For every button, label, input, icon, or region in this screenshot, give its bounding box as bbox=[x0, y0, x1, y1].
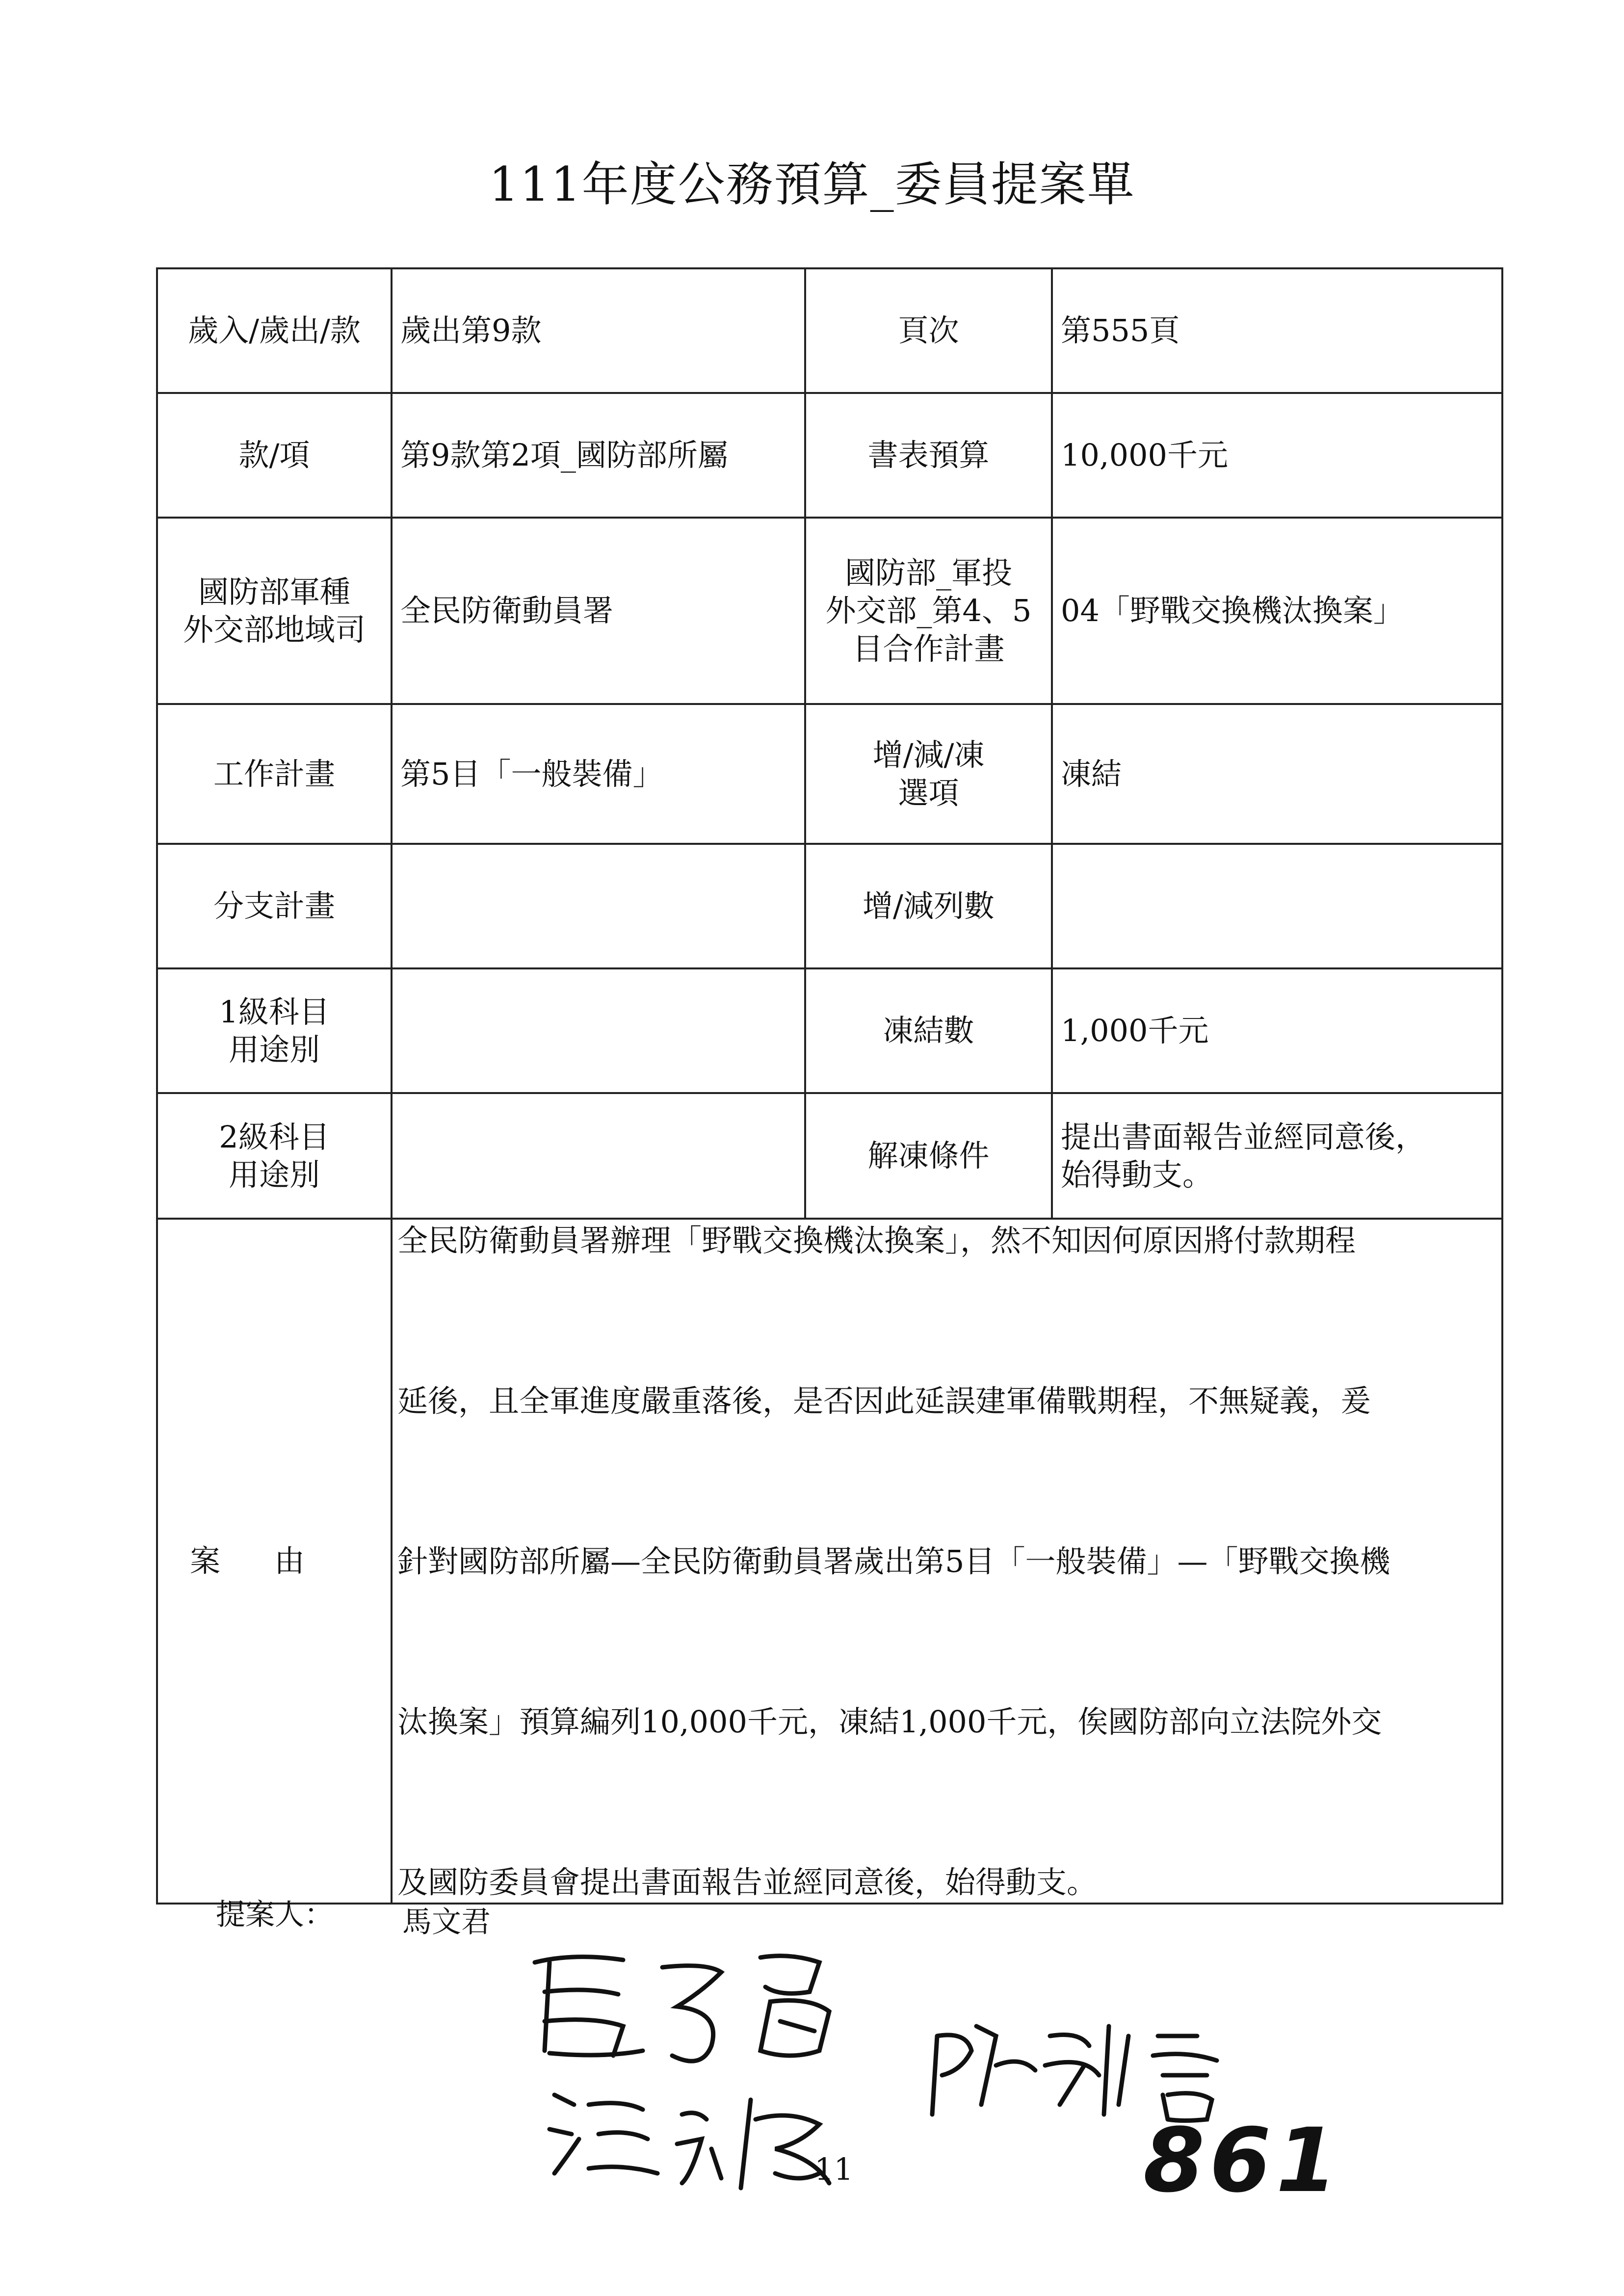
field-value bbox=[392, 1093, 805, 1219]
form-row bbox=[157, 518, 1502, 704]
field-value bbox=[392, 968, 805, 1093]
field-label: 解凍條件 bbox=[805, 1093, 1052, 1219]
reason-line: 延後，且全軍進度嚴重落後，是否因此延誤建軍備戰期程，不無疑義，爰 bbox=[397, 1383, 1371, 1419]
field-value: 04「野戰交換機汰換案」 bbox=[1052, 518, 1502, 704]
reason-line-spacer bbox=[397, 1582, 1496, 1703]
field-label bbox=[157, 1093, 392, 1219]
reason-label-text: 案由 bbox=[189, 1543, 359, 1579]
signature-1 bbox=[515, 1933, 859, 2080]
proposer-name: 馬文君 bbox=[402, 1905, 491, 1939]
field-value: 全民防衛動員署 bbox=[392, 518, 805, 704]
field-value bbox=[392, 844, 805, 968]
reason-line: 及國防委員會提出書面報告並經同意後，始得動支。 bbox=[397, 1864, 1098, 1900]
field-label bbox=[805, 704, 1052, 844]
field-value: 1,000千元 bbox=[1052, 968, 1502, 1093]
reason-line-spacer bbox=[397, 1421, 1496, 1542]
field-value: 第5目「一般裝備」 bbox=[392, 704, 805, 844]
proposer-label: 提案人： bbox=[216, 1898, 334, 1932]
field-label-line: 1級科目 bbox=[219, 993, 330, 1030]
reason-row bbox=[157, 1219, 1502, 1904]
reason-line: 全民防衛動員署辦理「野戰交換機汰換案」，然不知因何原因將付款期程 bbox=[397, 1223, 1356, 1258]
field-label-line: 外交部地域司 bbox=[183, 612, 366, 648]
form-row bbox=[157, 844, 1502, 968]
form-row bbox=[157, 268, 1502, 393]
field-label bbox=[157, 518, 392, 704]
field-value-line: 提出書面報告並經同意後， bbox=[1061, 1119, 1426, 1155]
field-value: 10,000千元 bbox=[1052, 393, 1502, 518]
field-label-line: 用途別 bbox=[228, 1032, 320, 1068]
field-label: 分支計畫 bbox=[157, 844, 392, 968]
signature-2 bbox=[545, 2075, 849, 2198]
field-value: 第555頁 bbox=[1052, 268, 1502, 393]
page-number: 11 bbox=[814, 2151, 853, 2187]
field-value-line: 始得動支。 bbox=[1061, 1157, 1213, 1193]
reason-label bbox=[157, 1219, 392, 1904]
handwritten-number: 861 bbox=[1143, 2110, 1342, 2212]
field-label-line: 2級科目 bbox=[219, 1119, 330, 1155]
field-label-line: 目合作計畫 bbox=[852, 630, 1005, 667]
field-label bbox=[157, 968, 392, 1093]
field-label: 款/項 bbox=[157, 393, 392, 518]
field-value: 第9款第2項_國防部所屬 bbox=[392, 393, 805, 518]
form-row bbox=[157, 968, 1502, 1093]
field-value bbox=[1052, 1093, 1502, 1219]
reason-line: 汰換案」預算編列10,000千元，凍結1,000千元，俟國防部向立法院外交 bbox=[397, 1704, 1382, 1740]
field-label-line: 選項 bbox=[898, 775, 959, 811]
field-label: 書表預算 bbox=[805, 393, 1052, 518]
signature-3 bbox=[922, 2007, 1276, 2124]
field-label bbox=[805, 518, 1052, 704]
form-row bbox=[157, 704, 1502, 844]
reason-line-spacer bbox=[397, 1261, 1496, 1382]
field-label: 歲入/歲出/款 bbox=[157, 268, 392, 393]
reason-line: 針對國防部所屬—全民防衛動員署歲出第5目「一般裝備」—「野戰交換機 bbox=[397, 1543, 1390, 1579]
field-label: 增/減列數 bbox=[805, 844, 1052, 968]
field-label-line: 國防部_軍投 bbox=[844, 554, 1012, 591]
field-label-line: 增/減/凍 bbox=[872, 737, 985, 773]
reason-text bbox=[392, 1219, 1502, 1904]
form-row bbox=[157, 393, 1502, 518]
form-row bbox=[157, 1093, 1502, 1219]
reason-line-spacer bbox=[397, 1742, 1496, 1863]
field-label-line: 外交部_第4、5 bbox=[825, 593, 1032, 629]
document-title: 111年度公務預算_委員提案單 bbox=[489, 157, 1135, 212]
field-value: 歲出第9款 bbox=[392, 268, 805, 393]
field-label-line: 用途別 bbox=[228, 1157, 320, 1193]
field-label: 凍結數 bbox=[805, 968, 1052, 1093]
proposal-form-table bbox=[156, 267, 1503, 1905]
field-value bbox=[1052, 844, 1502, 968]
field-label-line: 國防部軍種 bbox=[198, 574, 350, 610]
field-label: 工作計畫 bbox=[157, 704, 392, 844]
field-label: 頁次 bbox=[805, 268, 1052, 393]
field-value: 凍結 bbox=[1052, 704, 1502, 844]
